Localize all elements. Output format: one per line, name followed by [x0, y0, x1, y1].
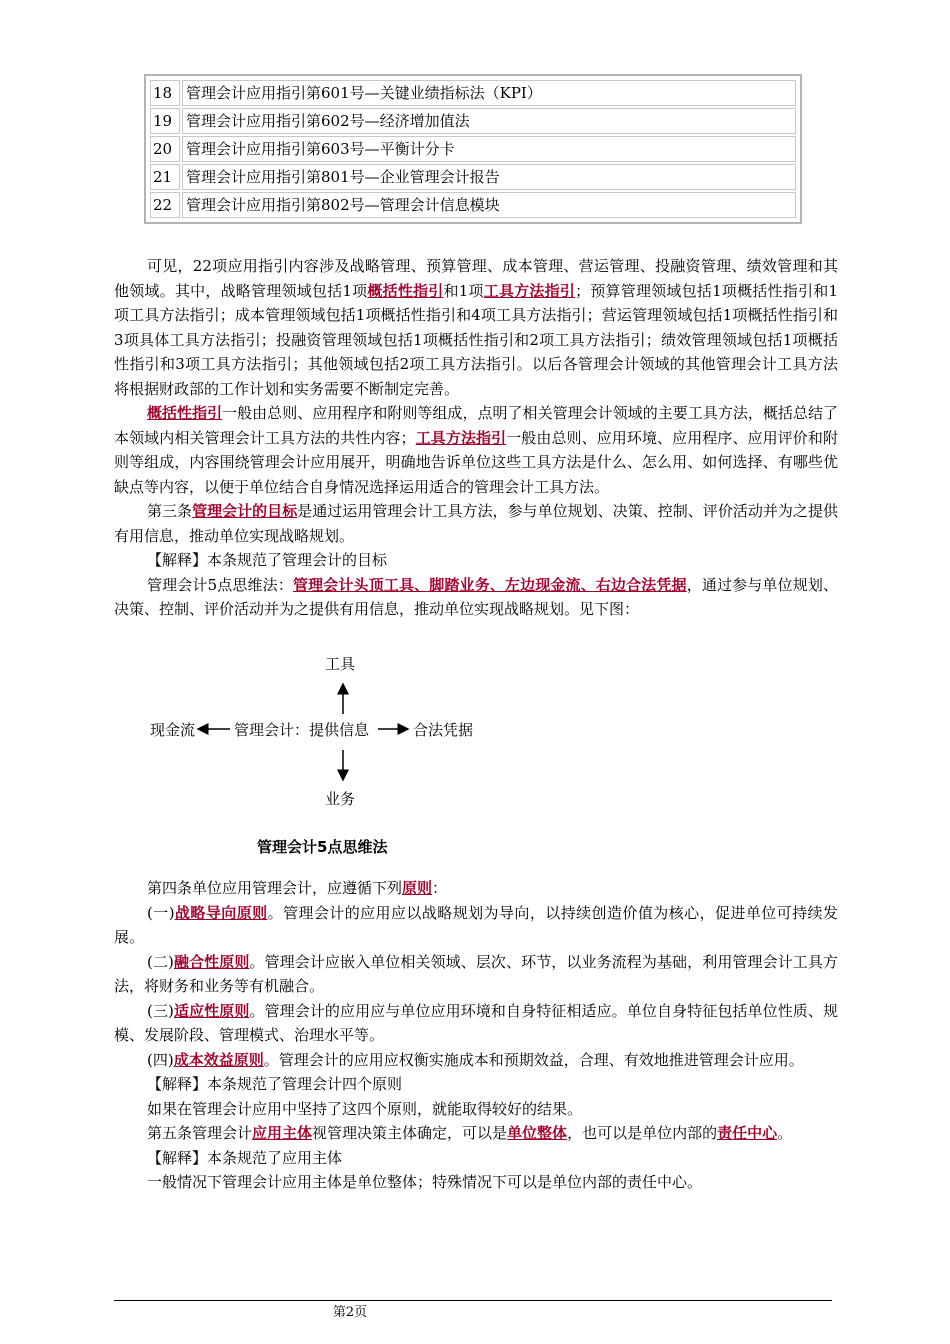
diagram-center-label: 管理会计：提供信息 — [234, 721, 370, 739]
row-number: 18 — [150, 80, 180, 106]
link-five-point-method[interactable]: 管理会计头顶工具、脚踏业务、左边现金流、右边合法凭据 — [292, 575, 687, 594]
paragraph-explanation-goal: 【解释】本条规范了管理会计的目标 — [147, 551, 388, 569]
table-row — [150, 192, 796, 218]
link-unit-whole[interactable]: 单位整体 — [507, 1124, 568, 1142]
principle-item: (四)成本效益原则。管理会计的应用应权衡实施成本和预期效益，合理、有效地推进管理会计应用。 — [147, 1050, 804, 1069]
lower-text — [114, 876, 838, 1195]
row-title: 管理会计应用指引第601号—关键业绩指标法（KPI） — [182, 80, 796, 106]
row-number: 21 — [150, 164, 180, 190]
table-row — [150, 108, 796, 134]
table-row — [150, 80, 796, 106]
page-footer — [0, 1301, 950, 1320]
five-point-diagram — [130, 650, 550, 860]
diagram-caption: 管理会计5点思维法 — [257, 838, 388, 856]
link-principle[interactable]: 战略导向原则 — [174, 903, 268, 922]
link-principle[interactable]: 适应性原则 — [173, 1001, 250, 1020]
paragraph-explanation-principles: 【解释】本条规范了管理会计四个原则 — [147, 1075, 403, 1093]
link-principle[interactable]: 成本效益原则 — [173, 1050, 264, 1069]
principle-item: (二)融合性原则。管理会计应嵌入单位相关领域、层次、环节，以业务流程为基础，利用管理会计工具方法，将财务和业务等有机融合。 — [114, 952, 838, 995]
link-general-guideline[interactable]: 概括性指引 — [367, 281, 444, 300]
diagram-arrows — [130, 650, 550, 860]
table-row — [150, 164, 796, 190]
row-title: 管理会计应用指引第802号—管理会计信息模块 — [182, 192, 796, 218]
diagram-bottom-label: 业务 — [325, 790, 356, 808]
paragraph-five-point: 管理会计5点思维法：管理会计头顶工具、脚踏业务、左边现金流、右边合法凭据，通过参与单位规划、决策、控制、评价活动并为之提供有用信息，推动单位实现战略规划。见下图： — [114, 575, 838, 618]
row-title: 管理会计应用指引第602号—经济增加值法 — [182, 108, 796, 134]
link-application-subject[interactable]: 应用主体 — [252, 1124, 313, 1142]
row-title: 管理会计应用指引第801号—企业管理会计报告 — [182, 164, 796, 190]
page-number: 第2页 — [332, 1305, 368, 1320]
link-principle[interactable]: 融合性原则 — [173, 952, 250, 971]
row-title: 管理会计应用指引第603号—平衡计分卡 — [182, 136, 796, 162]
diagram-right-label: 合法凭据 — [413, 721, 474, 739]
paragraph-article-4: 第四条单位应用管理会计，应遵循下列原则： — [147, 879, 448, 897]
table-row — [150, 136, 796, 162]
link-tool-method-guideline[interactable]: 工具方法指引 — [483, 281, 576, 300]
diagram-top-label: 工具 — [325, 655, 356, 673]
link-responsibility-center[interactable]: 责任中心 — [717, 1124, 778, 1142]
paragraph-subject-summary: 一般情况下管理会计应用主体是单位整体；特殊情况下可以是单位内部的责任中心。 — [147, 1173, 703, 1191]
principle-item: (三)适应性原则。管理会计的应用应与单位应用环境和自身特征相适应。单位自身特征包括单位性质、规模、发展阶段、管理模式、治理水平等。 — [114, 1001, 838, 1044]
row-number: 22 — [150, 192, 180, 218]
paragraph-article-3: 第三条管理会计的目标是通过运用管理会计工具方法，参与单位规划、决策、控制、评价活动并为之提供有用信息，推动单位实现战略规划。 — [114, 502, 838, 545]
paragraph-summary: 可见，22项应用指引内容涉及战略管理、预算管理、成本管理、营运管理、投融资管理、绩效管理和其他领域。其中，战略管理领域包括1项概括性指引和1项工具方法指引；预算管理领域包括1项概括性指引和1项工具方法指引；成本管理领域包括1项概括性指引和4项工具方法指引；营运管理领域包括1项概括性指引和3项具体工具方法指引；投融资管理领域包括1项概括性指引和2项工具方法指引；绩效管理领域包括1项概括性指引和3项工具方法指引；其他领域包括2项工具方法指引。以后各管理会计领域的其他管理会计工具方法将根据财政部的工作计划和实务需要不断制定完善。 — [114, 257, 838, 398]
row-number: 19 — [150, 108, 180, 134]
link-general-guideline[interactable]: 概括性指引 — [147, 404, 223, 422]
paragraph-principles-result: 如果在管理会计应用中坚持了这四个原则，就能取得较好的结果。 — [147, 1099, 583, 1118]
paragraph-article-5: 第五条管理会计应用主体视管理决策主体确定，可以是单位整体，也可以是单位内部的责任中心。 — [147, 1124, 793, 1142]
upper-text — [114, 254, 838, 622]
paragraph-explanation-subject: 【解释】本条规范了应用主体 — [147, 1148, 343, 1167]
row-number: 20 — [150, 136, 180, 162]
link-principles[interactable]: 原则 — [402, 879, 433, 897]
diagram-left-label: 现金流 — [150, 721, 196, 739]
link-tool-method-guideline[interactable]: 工具方法指引 — [415, 428, 507, 447]
paragraph-guideline-types: 概括性指引一般由总则、应用程序和附则等组成，点明了相关管理会计领域的主要工具方法，概括总结了本领域内相关管理会计工具方法的共性内容；工具方法指引一般由总则、应用环境、应用程序、应用评价和附则等组成，内容围绕管理会计应用展开，明确地告诉单位这些工具方法是什么、怎么用、如何选择、有哪些优缺点等内容，以便于单位结合自身情况选择运用适合的管理会计工具方法。 — [114, 404, 838, 496]
guideline-table — [144, 74, 802, 224]
link-management-accounting-goal[interactable]: 管理会计的目标 — [192, 502, 298, 520]
principle-item: (一)战略导向原则。管理会计的应用应以战略规划为导向，以持续创造价值为核心，促进单位可持续发展。 — [114, 903, 838, 946]
